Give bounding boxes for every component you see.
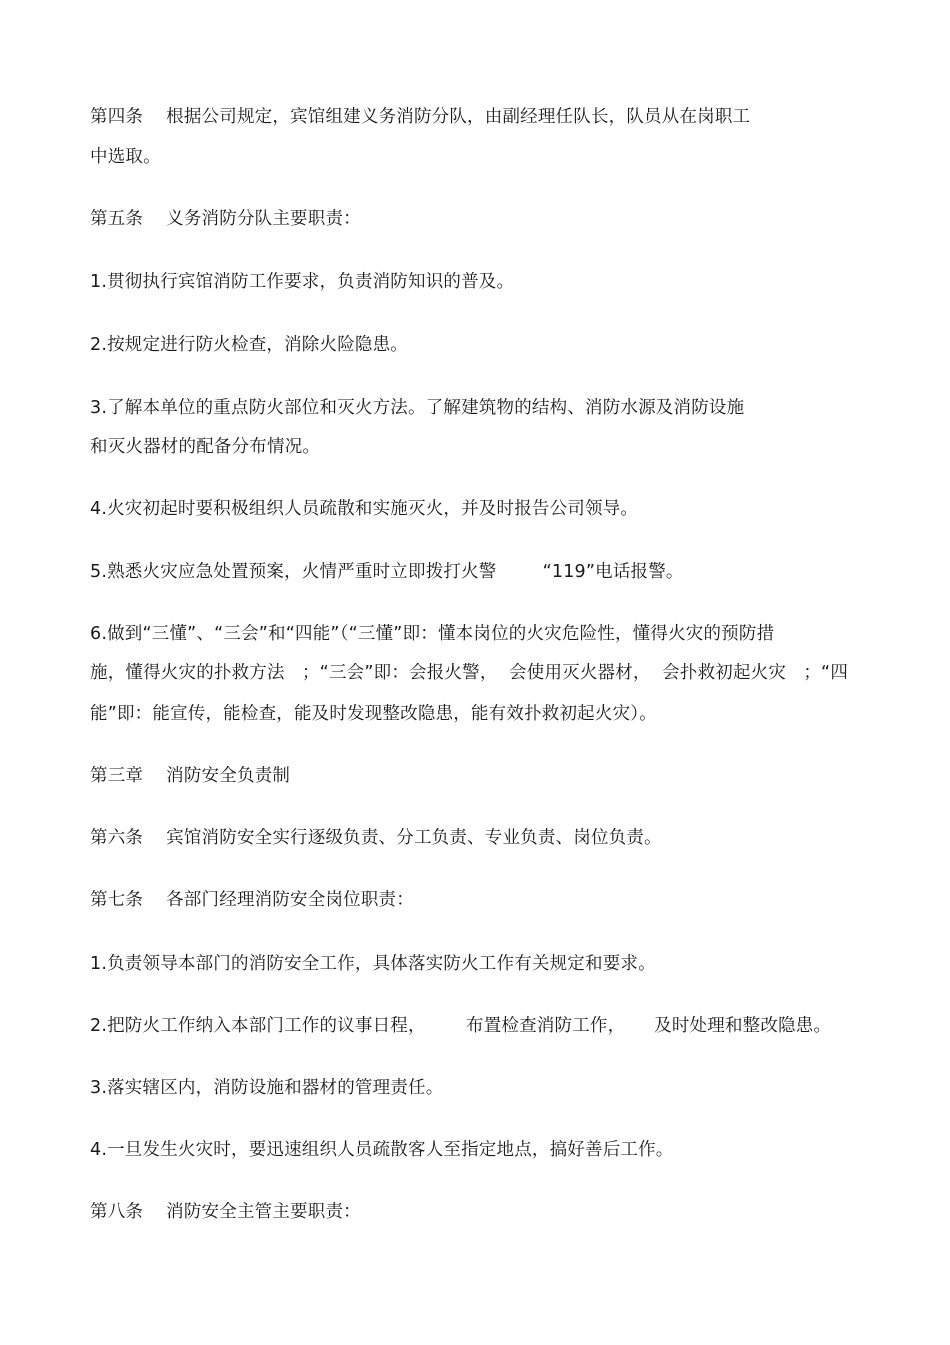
article-7-item-1: 1.负责领导本部门的消防安全工作，具体落实防火工作有关规定和要求。 xyxy=(90,954,656,974)
article-7-item-2: 2.把防火工作纳入本部门工作的议事日程， 布置检查消防工作， 及时处理和整改隐患。 xyxy=(90,1016,832,1036)
article-7-heading: 第七条 各部门经理消防安全岗位职责： xyxy=(90,890,414,910)
article-5-item-3-line-2: 和灭火器材的配备分布情况。 xyxy=(90,437,321,457)
article-7-item-3: 3.落实辖区内，消防设施和器材的管理责任。 xyxy=(90,1078,444,1098)
article-7-item-4: 4.一旦发生火灾时，要迅速组织人员疏散客人至指定地点，搞好善后工作。 xyxy=(90,1140,674,1160)
article-6: 第六条 宾馆消防安全实行逐级负责、分工负责、专业负责、岗位负责。 xyxy=(90,828,662,848)
article-5-item-6-line-1: 6.做到“三懂”、“三会”和“四能”（“三懂”即：懂本岗位的火灾危险性，懂得火灾的预防措 xyxy=(90,624,775,644)
article-5-item-5: 5.熟悉火灾应急处置预案，火情严重时立即拨打火警 “119”电话报警。 xyxy=(90,562,684,582)
chapter-3-heading: 第三章 消防安全负责制 xyxy=(90,766,291,786)
article-5-item-1: 1.贯彻执行宾馆消防工作要求，负责消防知识的普及。 xyxy=(90,272,515,292)
article-4-line-1: 第四条 根据公司规定，宾馆组建义务消防分队，由副经理任队长，队员从在岗职工 xyxy=(90,107,751,127)
article-5-item-6-line-3: 能”即：能宣传，能检查，能及时发现整改隐患，能有效扑救初起火灾）。 xyxy=(90,704,657,724)
article-5-item-6-line-2: 施，懂得火灾的扑救方法 ；“三会”即：会报火警， 会使用灭火器材， 会扑救初起火灾 ；“四 xyxy=(90,663,849,683)
article-5-item-3-line-1: 3.了解本单位的重点防火部位和灭火方法。了解建筑物的结构、消防水源及消防设施 xyxy=(90,398,745,418)
article-5-item-4: 4.火灾初起时要积极组织人员疏散和实施灭火，并及时报告公司领导。 xyxy=(90,499,639,519)
article-8-heading: 第八条 消防安全主管主要职责： xyxy=(90,1202,361,1222)
article-5-item-2: 2.按规定进行防火检查，消除火险隐患。 xyxy=(90,335,408,355)
article-5-heading: 第五条 义务消防分队主要职责： xyxy=(90,209,361,229)
article-4-line-2: 中选取。 xyxy=(90,147,161,167)
